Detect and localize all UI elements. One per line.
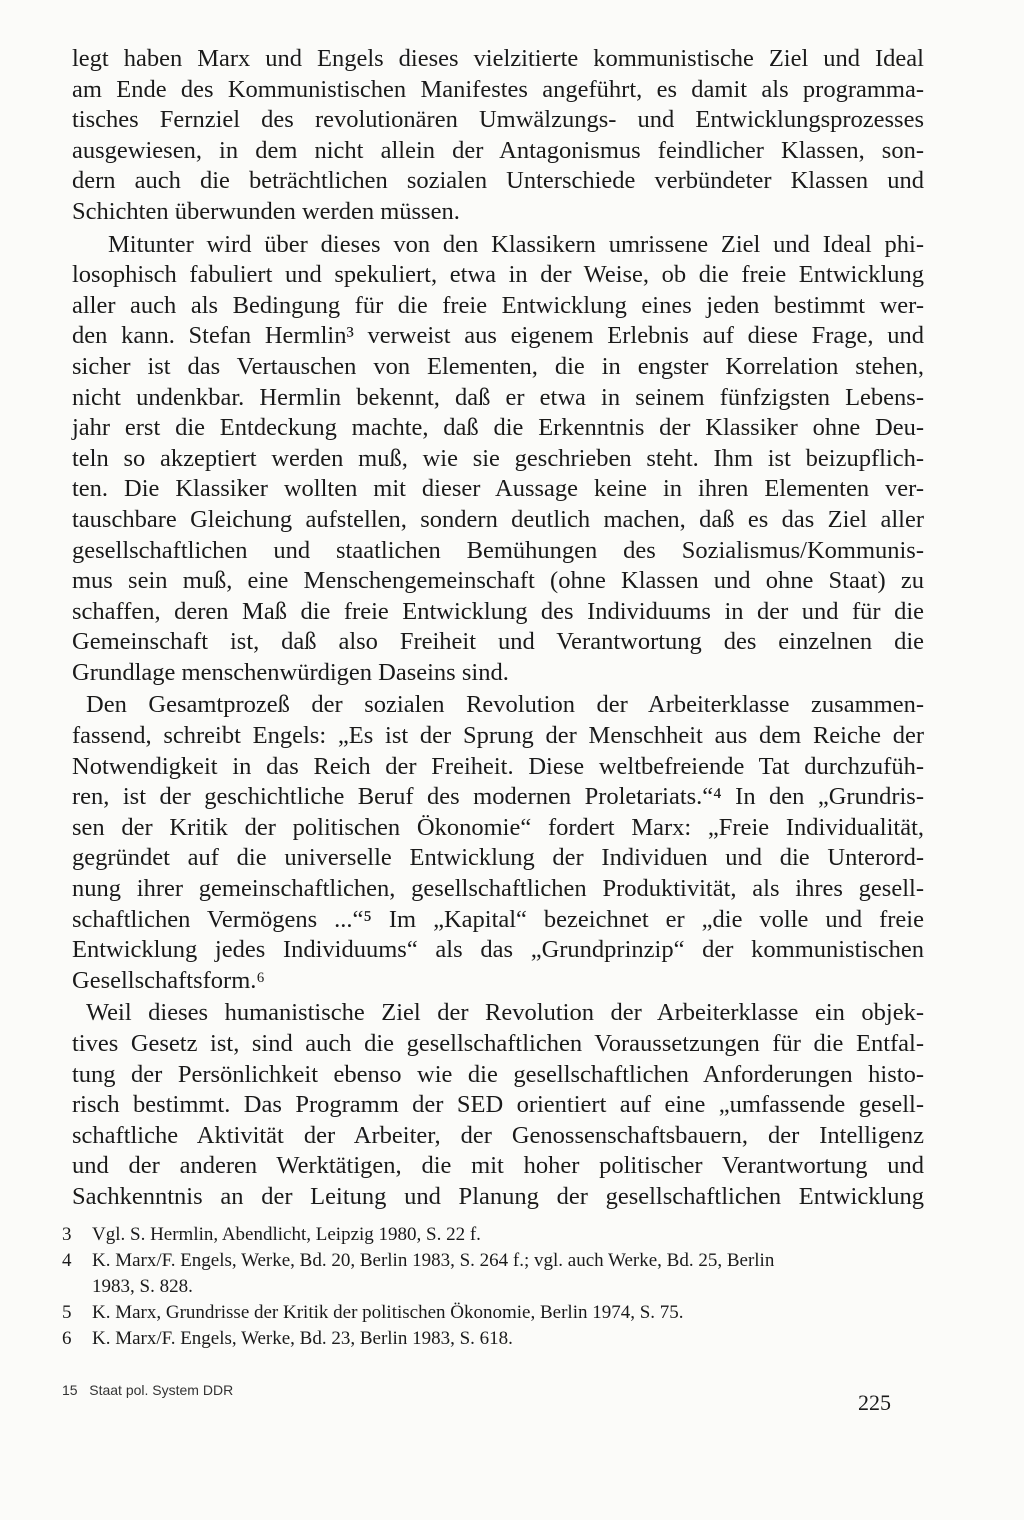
paragraph-2 [72, 230, 924, 689]
text-line: den kann. Stefan Hermlin³ verweist aus eigenem Erlebnis auf diese Frage, und [72, 322, 924, 350]
footnote-line: K. Marx/F. Engels, Werke, Bd. 20, Berlin 1983, S. 264 f.; vgl. auch Werke, Bd. 25, Berlin [92, 1250, 775, 1271]
footnote-line: 1983, S. 828. [92, 1276, 193, 1297]
footnote-number: 5 [62, 1302, 72, 1323]
text-line: Weil dieses humanistische Ziel der Revolution der Arbeiterklasse ein objek- [86, 999, 924, 1027]
footnote-number: 3 [62, 1224, 72, 1245]
footnote [62, 1300, 922, 1326]
text-line: Notwendigkeit in das Reich der Freiheit. Diese weltbefreiende Tat durchzufüh- [72, 752, 924, 780]
footnote-text: K. Marx, Grundrisse der Kritik der politischen Ökonomie, Berlin 1974, S. 75. [92, 1302, 684, 1323]
footnote-text [92, 1248, 922, 1300]
text-line: nung ihrer gemeinschaftlichen, gesellschaftlichen Produktivität, als ihres gesell- [72, 875, 924, 903]
text-line: Gemeinschaft ist, daß also Freiheit und Verantwortung des einzelnen die [72, 628, 924, 656]
footnote [62, 1326, 922, 1352]
text-line: tisches Fernziel des revolutionären Umwälzungs- und Entwicklungsprozesses [72, 106, 924, 134]
page-number: 225 [858, 1390, 891, 1415]
text-line: Den Gesamtprozeß der sozialen Revolution der Arbeiterklasse zusammen- [86, 691, 924, 719]
text-line: ausgewiesen, in dem nicht allein der Antagonismus feindlicher Klassen, son- [72, 136, 924, 164]
text-line: jahr erst die Entdeckung machte, daß die Erkenntnis der Klassiker ohne Deu- [72, 414, 924, 442]
text-line: schaftliche Aktivität der Arbeiter, der Genossenschaftsbauern, der Intelligenz [72, 1121, 924, 1149]
text-line: und der anderen Werktätigen, die mit hoher politischer Verantwortung und [72, 1152, 924, 1180]
text-line: sicher ist das Vertauschen von Elementen, die in engster Korrelation stehen, [72, 352, 924, 380]
text-line: teln so akzeptiert werden muß, wie sie geschrieben steht. Ihm ist beizupflich- [72, 444, 924, 472]
footnote-text: K. Marx/F. Engels, Werke, Bd. 23, Berlin 1983, S. 618. [92, 1328, 513, 1349]
footnote [62, 1222, 922, 1248]
text-line: aller auch als Bedingung für die freie Entwicklung eines jeden bestimmt wer- [72, 291, 924, 319]
text-line: tauschbare Gleichung aufstellen, sondern deutlich machen, daß es das Ziel aller [72, 505, 924, 533]
text-line: legt haben Marx und Engels dieses vielzitierte kommunistische Ziel und Ideal [72, 45, 924, 72]
text-line: mus sein muß, eine Menschengemeinschaft (ohne Klassen und ohne Staat) zu [72, 567, 924, 595]
text-line: dern auch die beträchtlichen sozialen Unterschiede verbündeter Klassen und [72, 167, 924, 195]
text-line: nicht undenkbar. Hermlin bekennt, daß er etwa in seinem fünfzigsten Lebens- [72, 383, 924, 411]
body-text [72, 44, 924, 1215]
text-line: risch bestimmt. Das Programm der SED orientiert auf eine „umfassende gesell- [72, 1091, 924, 1119]
paragraph-1 [72, 44, 924, 228]
text-line: schaftlichen Vermögens ...“⁵ Im „Kapital“ bezeichnet er „die volle und freie [72, 905, 924, 933]
text-line: gegründet auf die universelle Entwicklung der Individuen und die Unterord- [72, 844, 924, 872]
footnote-number: 6 [62, 1328, 72, 1349]
text-line: tung der Persönlichkeit ebenso wie die gesellschaftlichen Anforderungen histo- [72, 1060, 924, 1088]
paragraph-3 [72, 690, 924, 996]
text-line: tives Gesetz ist, sind auch die gesellschaftlichen Voraussetzungen für die Entfal- [72, 1030, 924, 1057]
footnote [62, 1248, 922, 1300]
text-line: sen der Kritik der politischen Ökonomie“ fordert Marx: „Freie Individualität, [72, 813, 924, 841]
text-line: schaffen, deren Maß die freie Entwicklung des Individuums in der und für die [72, 597, 924, 625]
text-line: ren, ist der geschichtliche Beruf des modernen Proletariats.“⁴ In den „Grundris- [72, 783, 924, 811]
text-line: Sachkenntnis an der Leitung und Planung der gesellschaftlichen Entwicklung [72, 1182, 924, 1210]
text-line: Schichten überwunden werden müssen. [72, 197, 460, 225]
text-line: am Ende des Kommunistischen Manifestes angeführt, es damit als programma- [72, 75, 924, 103]
text-line: Gesellschaftsform.⁶ [72, 966, 265, 994]
footnote-number: 4 [62, 1250, 72, 1271]
footnote-text: Vgl. S. Hermlin, Abendlicht, Leipzig 1980, S. 22 f. [92, 1224, 481, 1245]
footnotes [62, 1222, 922, 1352]
paragraph-4 [72, 998, 924, 1212]
text-line: ten. Die Klassiker wollten mit dieser Aussage keine in ihren Elementen ver- [72, 475, 924, 503]
text-line: Mitunter wird über dieses von den Klassikern umrissene Ziel und Ideal phi- [108, 230, 924, 258]
text-line: Entwicklung jedes Individuums“ als das „Grundprinzip“ der kommunistischen [72, 936, 924, 964]
text-line: Grundlage menschenwürdigen Daseins sind. [72, 658, 509, 686]
text-line: gesellschaftlichen und staatlichen Bemühungen des Sozialismus/Kommunis- [72, 536, 924, 564]
text-line: fassend, schreibt Engels: „Es ist der Sprung der Menschheit aus dem Reiche der [72, 722, 924, 750]
text-line: losophisch fabuliert und spekuliert, etwa in der Weise, ob die freie Entwicklung [72, 261, 924, 289]
printer-signature: 15 Staat pol. System DDR [62, 1382, 234, 1398]
